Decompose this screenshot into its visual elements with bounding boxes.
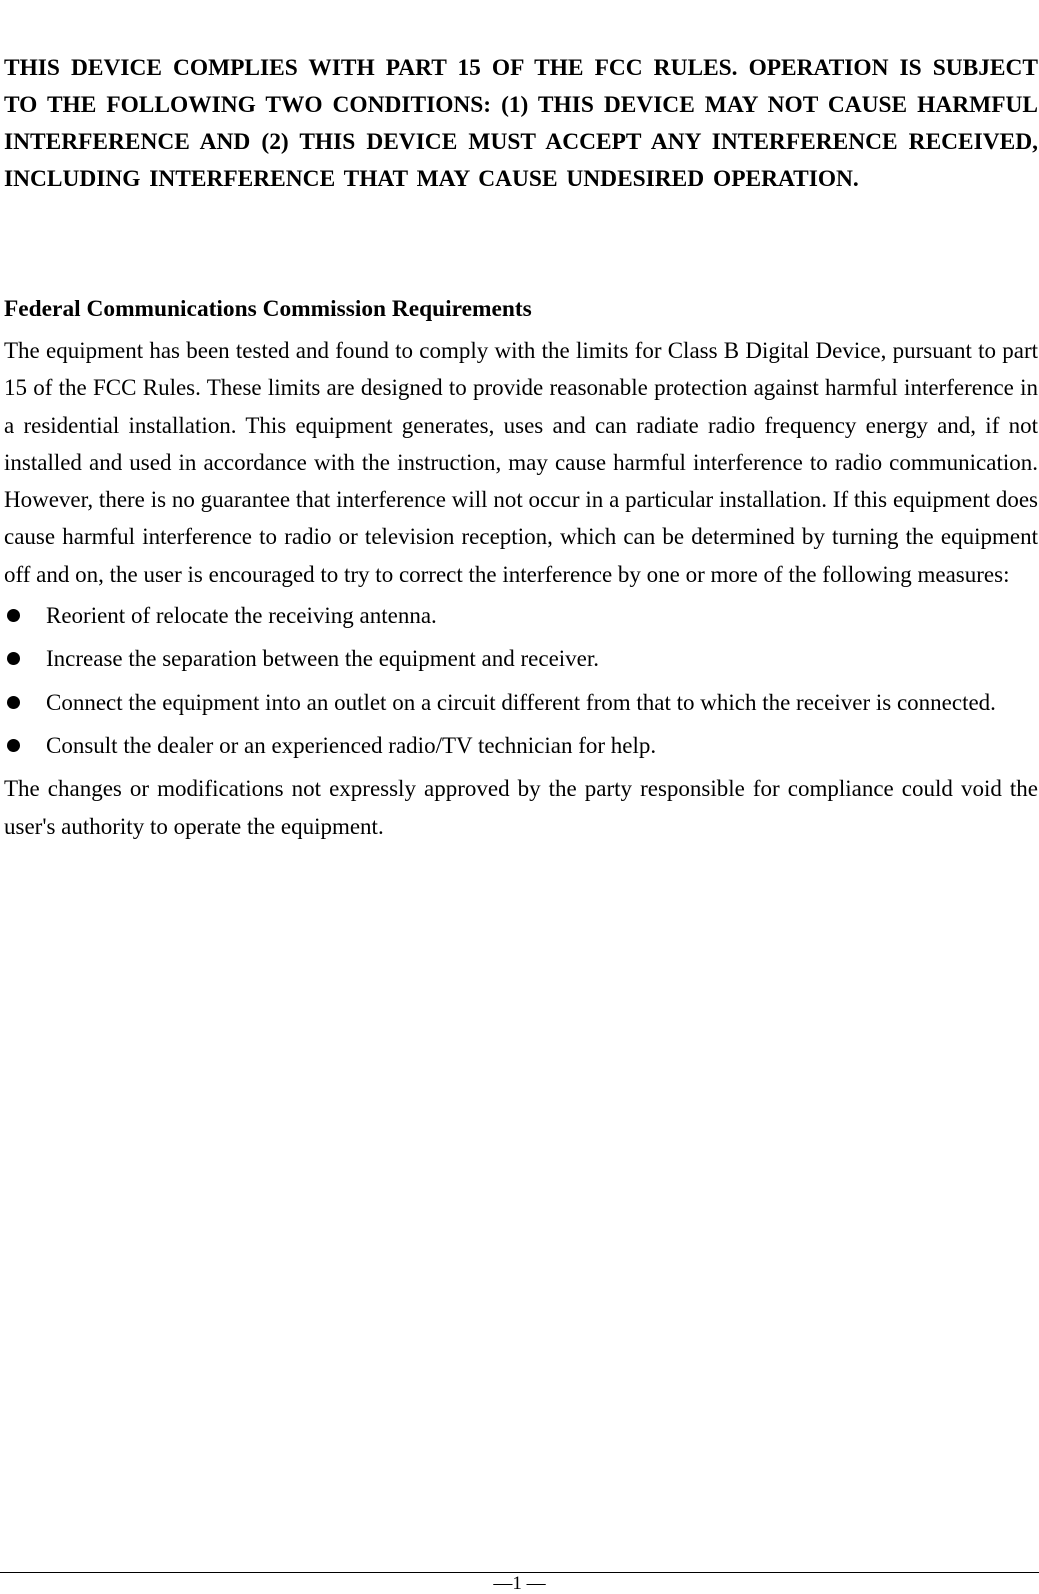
bullet-icon [7, 739, 20, 752]
bullet-icon [7, 609, 20, 622]
list-item [4, 684, 1038, 721]
measures-list [4, 597, 1038, 764]
bullet-icon [7, 652, 20, 665]
bullet-icon [7, 696, 20, 709]
measure-text: Connect the equipment into an outlet on a circuit different from that to which the receiver is connected. [46, 689, 996, 715]
modifications-paragraph: The changes or modifications not expressly approved by the party responsible for compliance could void the user's authority to operate the equipment. [4, 776, 1038, 839]
page-number: —1 — [493, 1573, 546, 1594]
measure-text: Increase the separation between the equipment and receiver. [46, 646, 600, 672]
list-item [4, 727, 1038, 764]
document-page [4, 50, 1038, 845]
section-heading: Federal Communications Commission Requirements [4, 296, 532, 322]
measure-text: Consult the dealer or an experienced radio/TV technician for help. [46, 732, 657, 758]
fcc-compliance-notice: THIS DEVICE COMPLIES WITH PART 15 OF THE FCC RULES. OPERATION IS SUBJECT TO THE FOLLOWING TWO CONDITIONS: (1) THIS DEVICE MAY NOT CAUSE HARMFUL INTERFERENCE AND (2) THIS DEVICE MUST ACCEPT ANY INTERFERENCE RECEIVED, INCLUDING INTERFERENCE THAT MAY CAUSE UNDESIRED OPERATION. [4, 55, 1038, 192]
list-item [4, 640, 1038, 677]
list-item [4, 597, 1038, 634]
measure-text: Reorient of relocate the receiving antenna. [46, 603, 437, 629]
fcc-requirements-paragraph: The equipment has been tested and found to comply with the limits for Class B Digital Device, pursuant to part 15 of the FCC Rules. These limits are designed to provide reasonable protection against harmful interference in a residential installation. This equipment generates, uses and can radiate radio frequency energy and, if not installed and used in accordance with the instruction, may cause harmful interference to radio communication. However, there is no guarantee that interference will not occur in a particular installation. If this equipment does cause harmful interference to radio or television reception, which can be determined by turning the equipment off and on, the user is encouraged to try to correct the interference by one or more of the following measures: [4, 338, 1038, 587]
